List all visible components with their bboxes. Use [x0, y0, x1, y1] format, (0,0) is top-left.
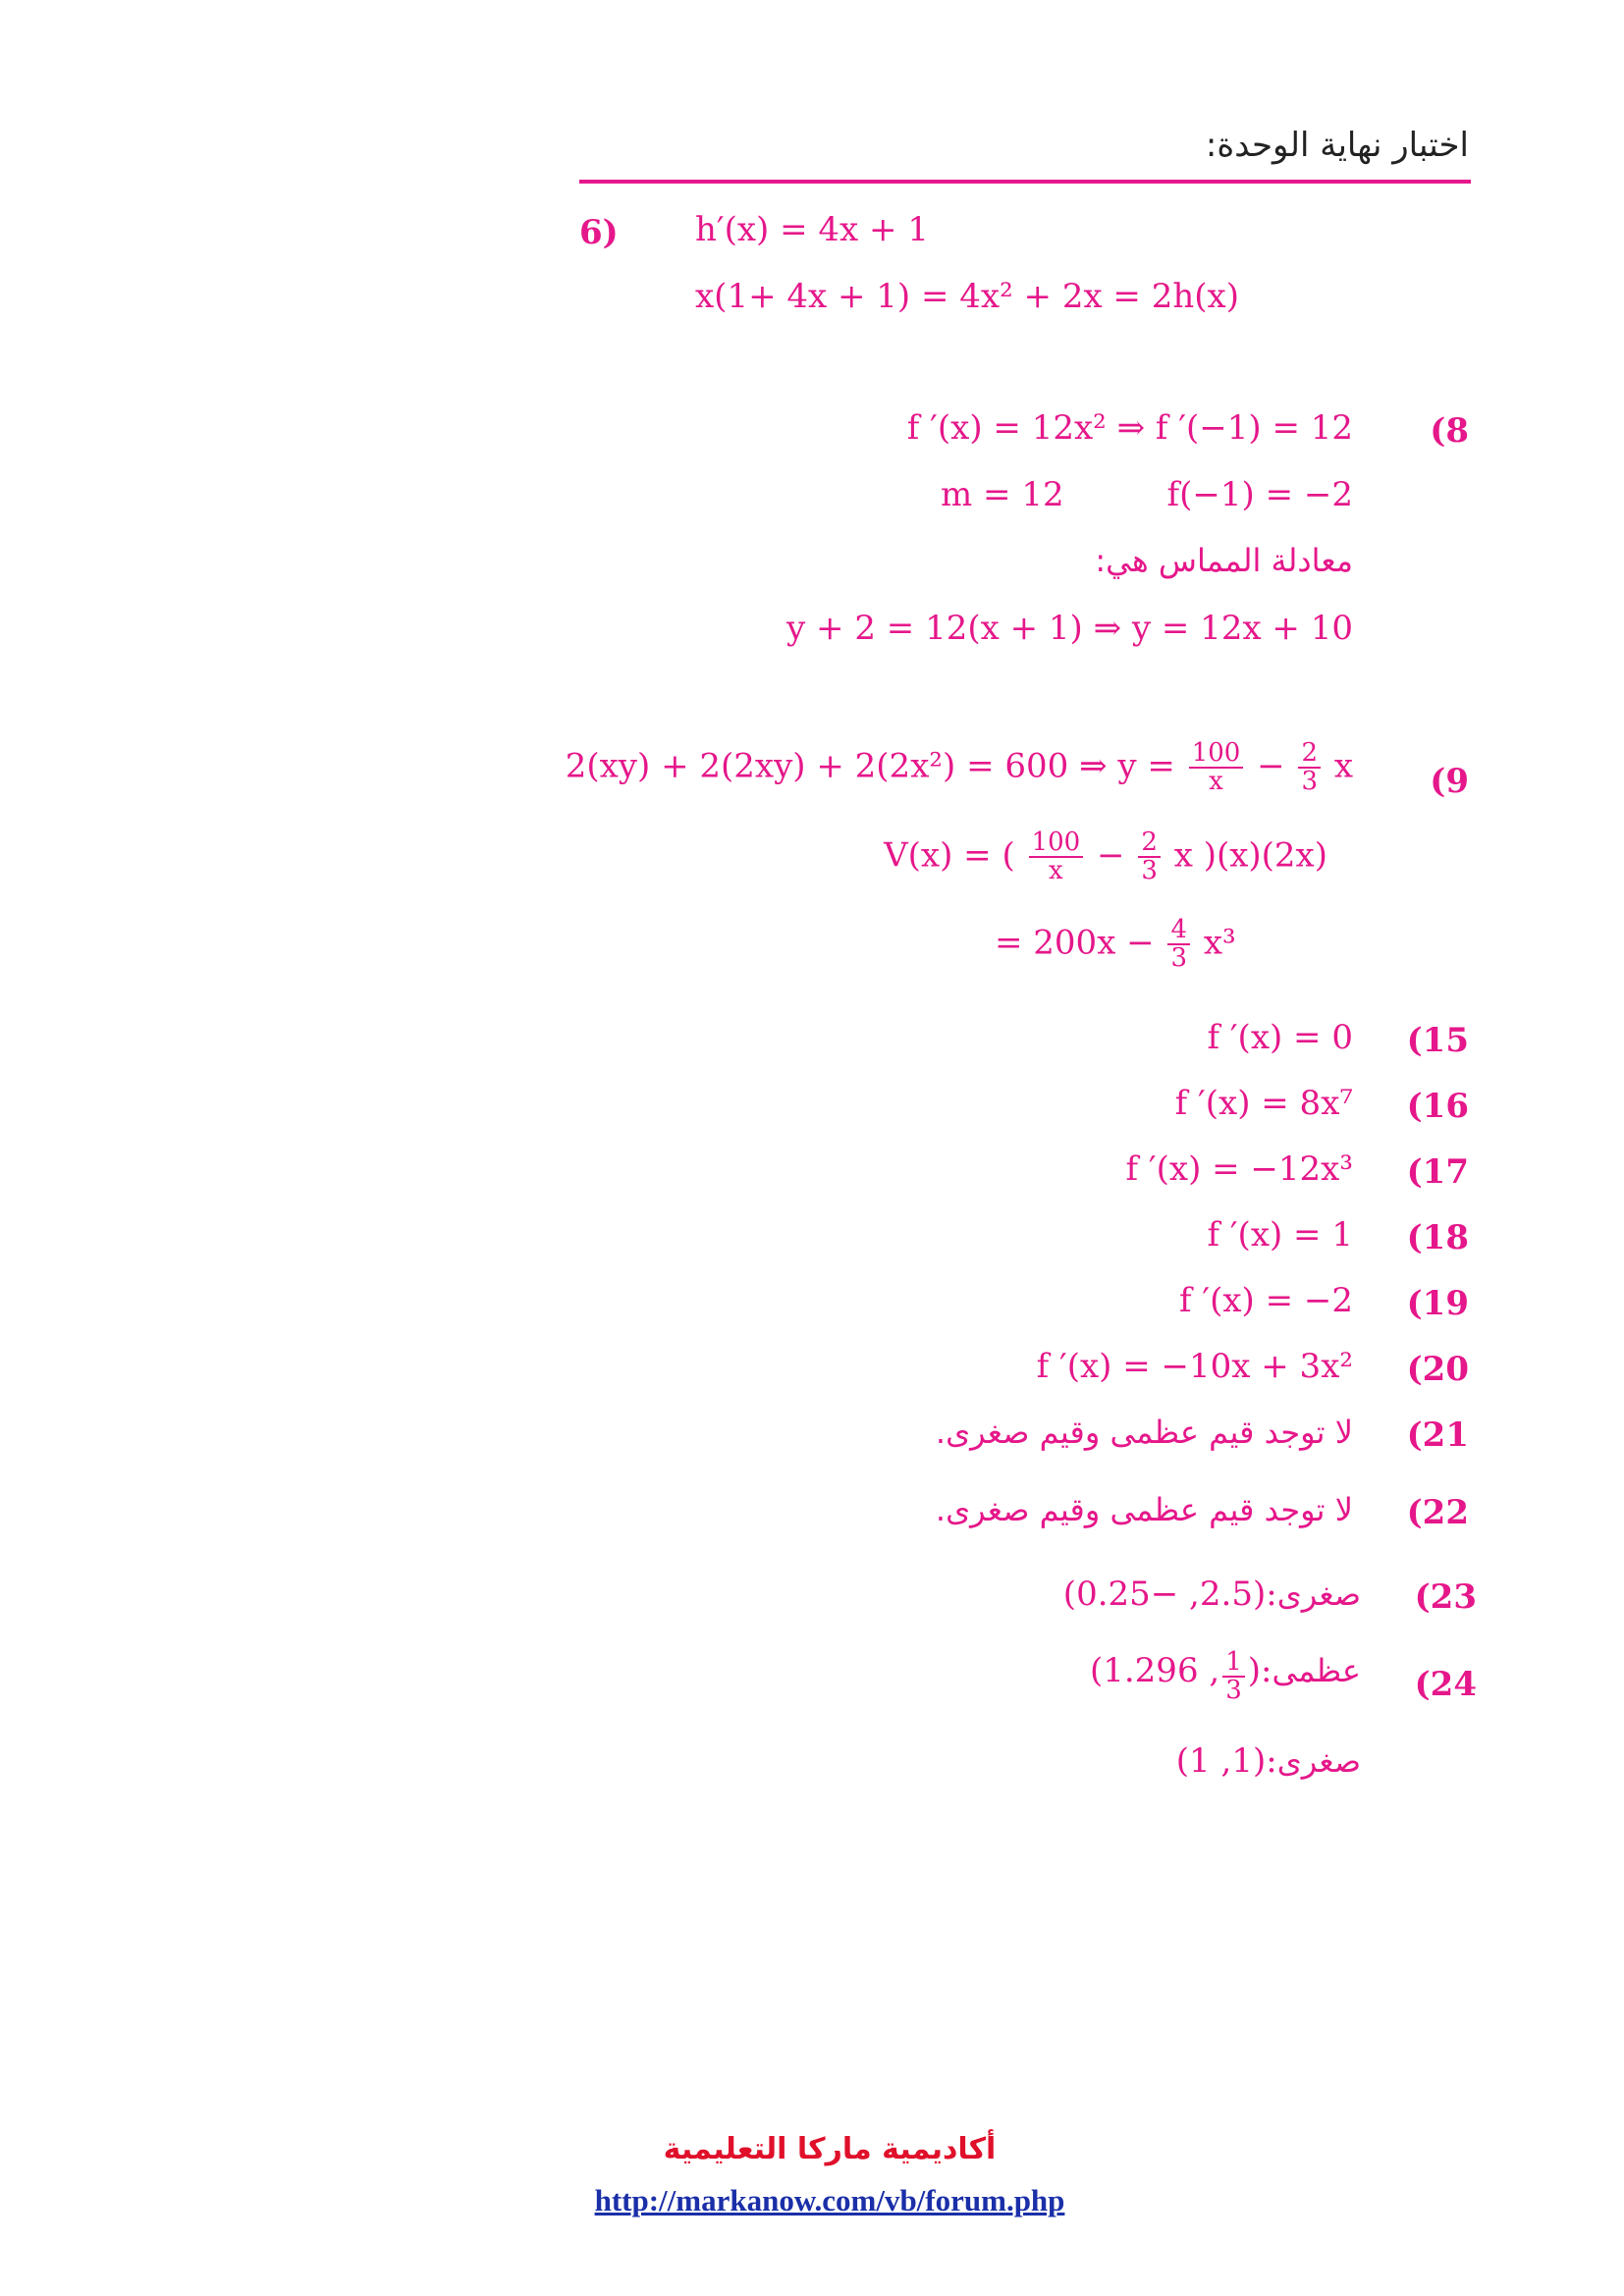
question-number-8: (8	[1430, 411, 1469, 451]
answer-16: f ′(x) = 8x⁷	[1174, 1084, 1353, 1123]
fraction-100-over-x: $\frac{100}{x}$	[1029, 829, 1084, 885]
fraction-4-over-3: $\frac{4}{3}$	[1167, 917, 1190, 973]
answer-24-maximum: عظمى:( $\frac{1}{3}$ , 1.296)	[1089, 1647, 1361, 1706]
question-number-19: (19	[1406, 1284, 1469, 1323]
q8-tangent-label: معادلة المماس هي:	[1095, 542, 1353, 579]
unit-test-title: اختبار نهاية الوحدة:	[1205, 126, 1469, 165]
question-number-21: (21	[1406, 1415, 1469, 1455]
minimum-point: :(2.5, −0.25)	[1062, 1575, 1277, 1614]
answer-21: لا توجد قيم عظمى وقيم صغرى.	[935, 1414, 1353, 1451]
answer-24-minimum	[1176, 1741, 1361, 1781]
q6-line-2: x(1+ 4x + 1) = 4x² + 2x = 2h(x)	[695, 277, 1239, 316]
answer-23	[1063, 1575, 1361, 1614]
forum-link[interactable]: http://markanow.com/vb/forum.php	[594, 2183, 1065, 2217]
question-number-22: (22	[1406, 1493, 1469, 1532]
header-rule	[579, 180, 1471, 184]
question-number-6: 6)	[579, 213, 619, 252]
question-number-16: (16	[1406, 1087, 1469, 1126]
answer-15: f ′(x) = 0	[1207, 1018, 1353, 1057]
maximum-label: عظمى	[1272, 1651, 1361, 1689]
answer-18: f ′(x) = 1	[1207, 1215, 1353, 1255]
question-number-24: (24	[1414, 1665, 1477, 1704]
answer-20: f ′(x) = −10x + 3x²	[1036, 1347, 1353, 1386]
question-number-23: (23	[1414, 1577, 1477, 1617]
fraction-2-over-3: $\frac{2}{3}$	[1298, 740, 1321, 796]
minimum-point: :(1, 1)	[1175, 1741, 1277, 1781]
q8-tangent-equation: y + 2 = 12(x + 1) ⇒ y = 12x + 10	[786, 609, 1353, 648]
question-number-9: (9	[1430, 762, 1469, 801]
fraction-100-over-x: $\frac{100}{x}$	[1189, 740, 1244, 796]
q9-volume-simplified: = 200x − $\frac{4}{3}$ x³	[995, 915, 1236, 974]
q9-area-equation: 2(xy) + 2(2xy) + 2(2x²) = 600 ⇒ y =	[565, 746, 1175, 786]
academy-name: أكاديمية ماركا التعليمية	[663, 2132, 997, 2166]
q9-volume-function: V(x) = ( $\frac{100}{x}$ − $\frac{2}{3}$ x )(x)(2x)	[884, 828, 1327, 886]
question-number-18: (18	[1406, 1218, 1469, 1257]
question-number-17: (17	[1406, 1152, 1469, 1192]
minimum-label: صغرى	[1276, 1575, 1361, 1613]
fraction-1-over-3: $\frac{1}{3}$	[1222, 1649, 1245, 1705]
q8-line-1: f ′(x) = 12x² ⇒ f ′(−1) = 12	[906, 408, 1353, 448]
q8-point-value: f(−1) = −2	[1166, 475, 1353, 514]
question-number-15: (15	[1406, 1021, 1469, 1060]
q6-line-1: h′(x) = 4x + 1	[695, 210, 929, 249]
answer-17: f ′(x) = −12x³	[1125, 1149, 1353, 1189]
q8-slope: m = 12	[941, 475, 1064, 514]
question-number-20: (20	[1406, 1350, 1469, 1389]
answer-22: لا توجد قيم عظمى وقيم صغرى.	[935, 1491, 1353, 1528]
answer-19: f ′(x) = −2	[1178, 1281, 1353, 1320]
minimum-label: صغرى	[1276, 1742, 1361, 1780]
fraction-2-over-3: $\frac{2}{3}$	[1138, 829, 1161, 885]
q9-line-1: 2(xy) + 2(2xy) + 2(2x²) = 600 ⇒ y = $\frac{100}{x}$ − $\frac{2}{3}$ x	[565, 738, 1353, 797]
